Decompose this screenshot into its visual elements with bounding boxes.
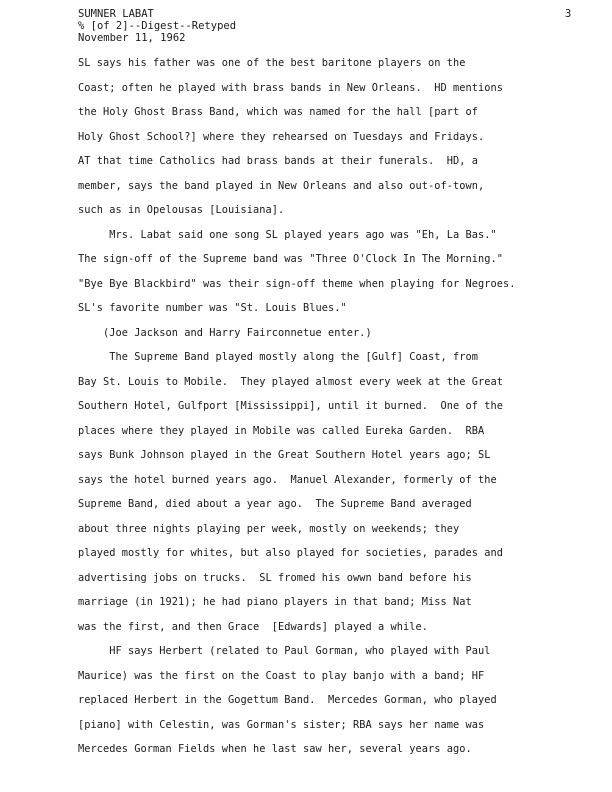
body-line: Mercedes Gorman Fields when he last saw her, several years ago. [78,743,472,755]
body-line: SL says his father was one of the best baritone players on the [78,57,466,69]
body-line: [piano] with Celestin, was Gorman's sister; RBA says her name was [78,719,485,731]
header-name: SUMNER LABAT [78,8,154,20]
body-line: Holy Ghost School?] where they rehearsed on Tuesdays and Fridays. [78,131,485,143]
body-line: Coast; often he played with brass bands in New Orleans. HD mentions [78,82,503,94]
page-number: 3 [565,8,572,20]
header-subtitle: % [of 2]--Digest--Retyped [78,20,237,32]
body-line: the Holy Ghost Brass Band, which was named for the hall [part of [78,106,478,118]
body-line: Bay St. Louis to Mobile. They played almost every week at the Great [78,376,503,388]
body-line: replaced Herbert in the Gogettum Band. Mercedes Gorman, who played [78,694,497,706]
body-line: HF says Herbert (related to Paul Gorman, who played with Paul [78,645,491,657]
body-line: says the hotel burned years ago. Manuel Alexander, formerly of the [78,474,497,486]
body-line: SL's favorite number was "St. Louis Blues." [78,302,347,314]
body-line: member, says the band played in New Orleans and also out-of-town, [78,180,485,192]
body-line: marriage (in 1921); he had piano players in that band; Miss Nat [78,596,472,608]
header-date: November 11, 1962 [78,32,186,44]
body-line: Mrs. Labat said one song SL played years ago was "Eh, La Bas." [78,229,497,241]
body-line: (Joe Jackson and Harry Fairconnetue enter.) [78,327,372,339]
body-line: advertising jobs on trucks. SL fromed his owwn band before his [78,572,472,584]
body-line: was the first, and then Grace [Edwards] played a while. [78,621,428,633]
body-line: Supreme Band, died about a year ago. The Supreme Band averaged [78,498,472,510]
body-line: says Bunk Johnson played in the Great Southern Hotel years ago; SL [78,449,491,461]
body-line: Southern Hotel, Gulfport [Mississippi], until it burned. One of the [78,400,503,412]
body-line: played mostly for whites, but also played for societies, parades and [78,547,503,559]
body-line: such as in Opelousas [Louisiana]. [78,204,285,216]
body-line: about three nights playing per week, mostly on weekends; they [78,523,460,535]
body-line: The Supreme Band played mostly along the [Gulf] Coast, from [78,351,478,363]
body-line: Maurice) was the first on the Coast to play banjo with a band; HF [78,670,485,682]
body-line: AT that time Catholics had brass bands at their funerals. HD, a [78,155,478,167]
body-line: The sign-off of the Supreme band was "Three O'Clock In The Morning." [78,253,503,265]
body-line: "Bye Bye Blackbird" was their sign-off theme when playing for Negroes. [78,278,516,290]
body-line: places where they played in Mobile was called Eureka Garden. RBA [78,425,485,437]
